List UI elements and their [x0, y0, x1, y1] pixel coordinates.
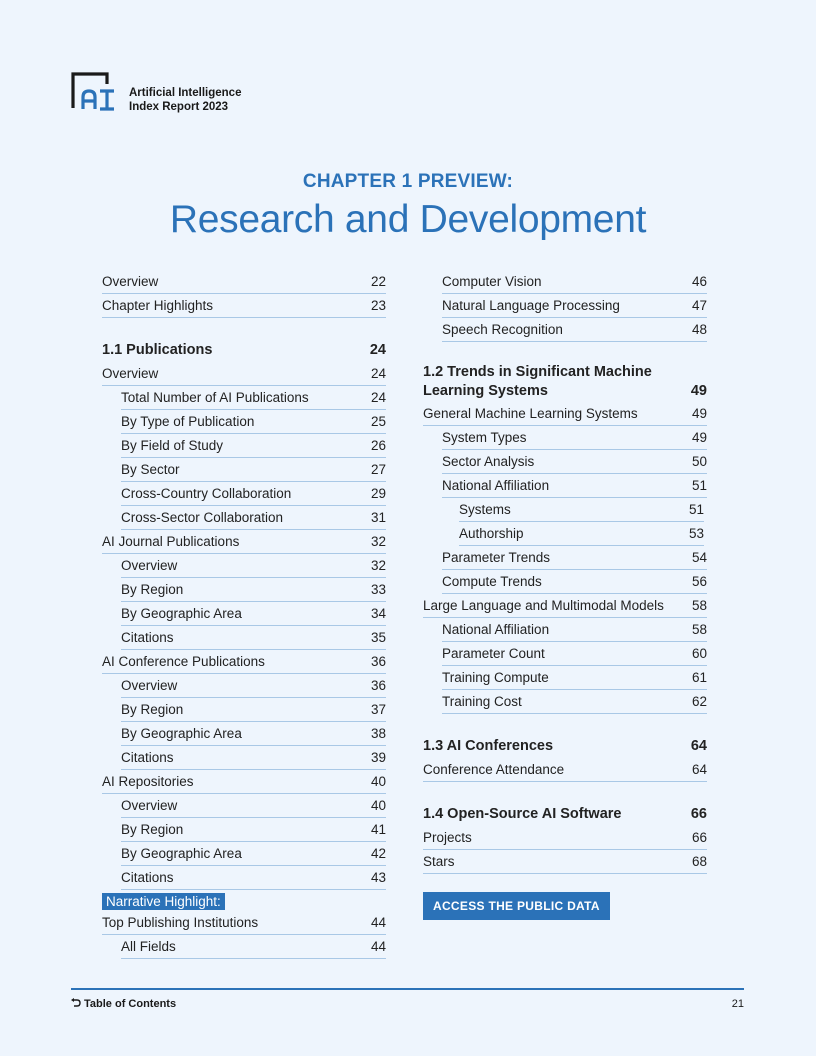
toc-entry-label: AI Journal Publications	[102, 534, 240, 549]
toc-entry-label: Projects	[423, 830, 472, 845]
toc-entry-page: 39	[370, 750, 386, 765]
toc-section-heading[interactable]	[423, 362, 707, 402]
report-title	[129, 86, 241, 114]
toc-entry-label: Training Cost	[442, 694, 522, 709]
toc-entry-page: 42	[370, 846, 386, 861]
toc-entry[interactable]	[102, 530, 386, 554]
toc-entry-label: Speech Recognition	[442, 322, 563, 337]
toc-entry[interactable]	[121, 746, 386, 770]
toc-entry[interactable]	[423, 594, 707, 618]
toc-entry-page: 43	[370, 870, 386, 885]
toc-entry[interactable]	[442, 690, 707, 714]
toc-entry-page: 24	[370, 390, 386, 405]
toc-entry-label: All Fields	[121, 939, 176, 954]
toc-entry-label: Cross-Country Collaboration	[121, 486, 292, 501]
table-of-contents-label: Table of Contents	[84, 998, 177, 1010]
toc-entry-page: 38	[370, 726, 386, 741]
toc-section-heading[interactable]	[423, 734, 707, 758]
toc-entry-page: 66	[691, 830, 707, 845]
toc-entry-page: 37	[370, 702, 386, 717]
toc-entry-page: 60	[691, 646, 707, 661]
toc-entry[interactable]	[102, 294, 386, 318]
toc-entry[interactable]	[442, 642, 707, 666]
toc-entry-page: 54	[691, 550, 707, 565]
footer-rule	[71, 988, 744, 990]
toc-entry-label: Overview	[121, 558, 178, 573]
chapter-kicker: CHAPTER 1 PREVIEW:	[302, 171, 514, 192]
toc-entry-label: Authorship	[459, 526, 524, 541]
toc-entry-label: Conference Attendance	[423, 762, 565, 777]
toc-entry-page: 36	[370, 654, 386, 669]
toc-entry-page: 29	[370, 486, 386, 501]
toc-entry-page: 51	[691, 478, 707, 493]
toc-entry-page: 27	[370, 462, 386, 477]
toc-entry-page: 64	[690, 738, 707, 754]
toc-entry-label: Total Number of AI Publications	[121, 390, 309, 405]
access-public-data-button[interactable]: ACCESS THE PUBLIC DATA	[423, 892, 610, 920]
toc-entry[interactable]	[121, 482, 386, 506]
toc-entry[interactable]	[121, 410, 386, 434]
toc-entry-page: 44	[370, 915, 386, 930]
toc-entry-page: 25	[370, 414, 386, 429]
toc-entry-label: Overview	[121, 798, 178, 813]
toc-entry[interactable]	[121, 935, 386, 959]
report-title-line1: Artificial Intelligence	[129, 87, 242, 99]
toc-entry[interactable]	[442, 318, 707, 342]
toc-entry-page: 64	[691, 762, 707, 777]
toc-entry-label: By Sector	[121, 462, 180, 477]
toc-entry-label: Sector Analysis	[442, 454, 535, 469]
toc-entry-label: General Machine Learning Systems	[423, 406, 638, 421]
toc-entry-label: Stars	[423, 854, 455, 869]
toc-entry-label: Top Publishing Institutions	[102, 915, 259, 930]
toc-entry[interactable]	[102, 770, 386, 794]
toc-entry-label: By Region	[121, 702, 184, 717]
toc-entry-label: 1.3 AI Conferences	[423, 738, 554, 754]
toc-entry-page: 61	[691, 670, 707, 685]
toc-entry[interactable]	[121, 794, 386, 818]
toc-entry[interactable]	[423, 850, 707, 874]
toc-entry-label: 1.4 Open-Source AI Software	[423, 806, 622, 822]
report-title-line2: Index Report 2023	[129, 101, 229, 113]
toc-entry-page: 24	[370, 366, 386, 381]
toc-entry-page: 47	[691, 298, 707, 313]
toc-entry-page: 68	[691, 854, 707, 869]
toc-entry-page: 23	[370, 298, 386, 313]
toc-entry-label: 1.1 Publications	[102, 342, 213, 358]
toc-entry-page: 49	[690, 383, 707, 399]
toc-entry-page: 24	[369, 342, 386, 358]
toc-entry-label: AI Repositories	[102, 774, 194, 789]
toc-entry-label: Compute Trends	[442, 574, 542, 589]
toc-entry-page: 48	[691, 322, 707, 337]
toc-entry-page: 31	[370, 510, 386, 525]
toc-entry-page: 66	[690, 806, 707, 822]
toc-entry-label: By Field of Study	[121, 438, 224, 453]
toc-entry-label: Computer Vision	[442, 274, 542, 289]
toc-entry-page: 32	[370, 534, 386, 549]
toc-section-heading[interactable]	[423, 802, 707, 826]
toc-entry-page: 49	[691, 430, 707, 445]
toc-entry[interactable]	[121, 698, 386, 722]
toc-entry-page: 33	[370, 582, 386, 597]
toc-entry[interactable]	[121, 578, 386, 602]
toc-entry[interactable]	[121, 626, 386, 650]
toc-entry-page: 46	[691, 274, 707, 289]
chapter-title: Research and Development	[169, 198, 647, 241]
toc-entry-label: By Geographic Area	[121, 846, 242, 861]
toc-entry[interactable]	[442, 546, 707, 570]
toc-entry-page: 44	[370, 939, 386, 954]
page-number: 21	[731, 998, 744, 1010]
toc-entry[interactable]	[102, 270, 386, 294]
toc-entry-page: 58	[691, 622, 707, 637]
toc-entry-label: By Type of Publication	[121, 414, 255, 429]
toc-entry[interactable]	[423, 402, 707, 426]
toc-entry-page: 58	[691, 598, 707, 613]
toc-entry-page: 49	[691, 406, 707, 421]
toc-entry-page: 40	[370, 798, 386, 813]
toc-entry[interactable]	[442, 570, 707, 594]
toc-entry-label: Citations	[121, 870, 174, 885]
toc-entry-label: Parameter Count	[442, 646, 545, 661]
toc-entry-label: Overview	[102, 274, 159, 289]
return-arrow-icon	[71, 998, 81, 1010]
toc-left-column	[102, 270, 386, 959]
toc-entry-page: 22	[370, 274, 386, 289]
toc-entry[interactable]	[121, 554, 386, 578]
toc-entry-label: By Region	[121, 822, 184, 837]
toc-entry[interactable]	[423, 826, 707, 850]
toc-entry[interactable]	[442, 474, 707, 498]
toc-entry-label: By Region	[121, 582, 184, 597]
toc-entry[interactable]	[121, 866, 386, 890]
toc-entry[interactable]	[459, 522, 704, 546]
toc-entry[interactable]	[121, 842, 386, 866]
toc-entry[interactable]	[121, 506, 386, 530]
toc-entry[interactable]	[121, 818, 386, 842]
toc-entry-page: 32	[370, 558, 386, 573]
toc-entry[interactable]	[442, 294, 707, 318]
toc-entry-label: Chapter Highlights	[102, 298, 214, 313]
toc-entry-label: Parameter Trends	[442, 550, 551, 565]
toc-entry[interactable]	[102, 362, 386, 386]
toc-entry[interactable]	[442, 618, 707, 642]
toc-entry[interactable]	[121, 722, 386, 746]
toc-entry-label: National Affiliation	[442, 478, 550, 493]
toc-entry-label: Natural Language Processing	[442, 298, 620, 313]
ai-index-logo	[71, 72, 119, 112]
toc-entry-page: 36	[370, 678, 386, 693]
toc-entry-page: 41	[370, 822, 386, 837]
toc-entry[interactable]	[442, 270, 707, 294]
toc-entry-label: Systems	[459, 502, 511, 517]
toc-entry-label: Overview	[102, 366, 159, 381]
toc-entry-label: System Types	[442, 430, 527, 445]
toc-entry-label: Overview	[121, 678, 178, 693]
toc-entry-page: 35	[370, 630, 386, 645]
toc-entry[interactable]	[102, 650, 386, 674]
toc-entry-label: Large Language and Multimodal Models	[423, 598, 664, 613]
narrative-highlight-label: Narrative Highlight:	[102, 893, 225, 910]
toc-entry-page: 56	[691, 574, 707, 589]
toc-entry[interactable]	[121, 602, 386, 626]
toc-entry-page: 34	[370, 606, 386, 621]
toc-entry[interactable]	[423, 758, 707, 782]
toc-entry-label: AI Conference Publications	[102, 654, 265, 669]
toc-entry[interactable]	[121, 458, 386, 482]
toc-entry-page: 53	[688, 526, 704, 541]
toc-entry-page: 51	[688, 502, 704, 517]
toc-entry-label: By Geographic Area	[121, 726, 242, 741]
toc-entry-label: Cross-Sector Collaboration	[121, 510, 284, 525]
toc-entry-page: 26	[370, 438, 386, 453]
toc-entry[interactable]	[442, 666, 707, 690]
table-of-contents-link[interactable]	[71, 998, 176, 1010]
toc-right-column	[423, 270, 707, 920]
toc-entry[interactable]	[121, 434, 386, 458]
toc-entry-label: 1.2 Trends in Significant Machine Learning Systems	[423, 364, 652, 399]
toc-entry-label: Citations	[121, 750, 174, 765]
toc-entry-page: 40	[370, 774, 386, 789]
toc-entry-label: By Geographic Area	[121, 606, 242, 621]
toc-entry-label: Citations	[121, 630, 174, 645]
toc-entry-label: Training Compute	[442, 670, 549, 685]
toc-entry[interactable]	[442, 426, 707, 450]
toc-entry[interactable]	[459, 498, 704, 522]
toc-entry[interactable]	[121, 674, 386, 698]
toc-section-heading[interactable]	[102, 338, 386, 362]
toc-entry[interactable]	[102, 911, 386, 935]
toc-entry-label: National Affiliation	[442, 622, 550, 637]
toc-entry-page: 62	[691, 694, 707, 709]
toc-entry[interactable]	[442, 450, 707, 474]
toc-entry-page: 50	[691, 454, 707, 469]
toc-entry[interactable]	[121, 386, 386, 410]
